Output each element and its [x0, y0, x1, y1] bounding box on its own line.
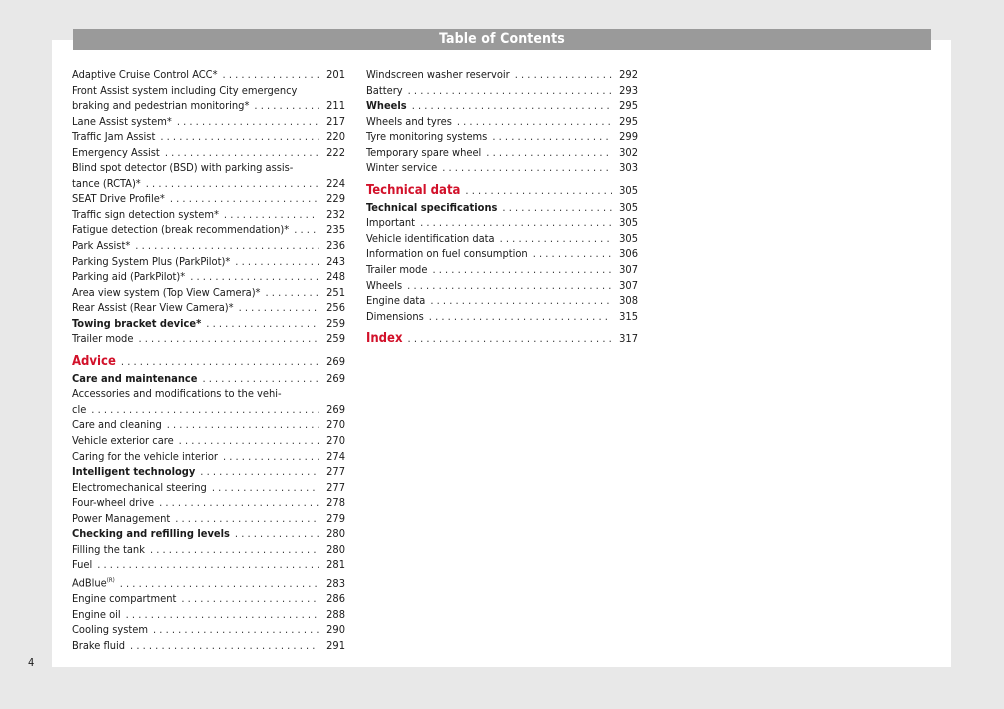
- toc-page-number: 217: [326, 114, 345, 128]
- dot-leader: [223, 67, 319, 83]
- toc-page-number: 317: [619, 332, 638, 346]
- toc-entry[interactable]: [366, 67, 638, 83]
- toc-entry[interactable]: [72, 622, 345, 638]
- toc-entry[interactable]: [72, 331, 345, 347]
- dot-leader: [432, 262, 612, 278]
- toc-entry-title: Vehicle identification data: [366, 231, 495, 245]
- toc-entry-title: Wheels: [366, 99, 407, 113]
- dot-leader: [408, 83, 612, 99]
- toc-entry-title: SEAT Drive Profile*: [72, 192, 165, 206]
- dot-leader: [223, 449, 319, 465]
- toc-page-number: 292: [619, 68, 638, 81]
- toc-page-number: 274: [326, 449, 345, 463]
- dot-leader: [179, 433, 319, 449]
- toc-entry[interactable]: [366, 231, 638, 247]
- toc-entry-title: Fuel: [72, 558, 93, 572]
- toc-entry[interactable]: [72, 607, 345, 623]
- toc-entry-title: Fatigue detection (break recommendation)*: [72, 223, 290, 237]
- dot-leader: [492, 129, 612, 145]
- toc-entry-title: Important: [366, 216, 416, 230]
- dot-leader: [294, 222, 319, 238]
- toc-entry[interactable]: [72, 222, 345, 238]
- dot-leader: [420, 215, 612, 231]
- toc-entry[interactable]: [366, 160, 638, 176]
- toc-entry-title: Advice: [72, 353, 116, 369]
- toc-entry-title: Trailer mode: [72, 332, 134, 346]
- toc-page-number: 243: [326, 254, 345, 268]
- dot-leader: [150, 542, 319, 558]
- toc-entry[interactable]: [72, 269, 345, 285]
- toc-entry[interactable]: [72, 542, 345, 558]
- toc-entry[interactable]: [366, 200, 638, 216]
- toc-entry[interactable]: [72, 160, 345, 191]
- toc-page-number: 315: [619, 309, 638, 323]
- toc-entry[interactable]: [72, 371, 345, 387]
- toc-page-number: 269: [326, 402, 345, 416]
- toc-entry[interactable]: [72, 207, 345, 223]
- toc-page-number: 305: [619, 231, 638, 245]
- toc-page-number: 280: [326, 542, 345, 556]
- toc-entry[interactable]: [72, 480, 345, 496]
- toc-page-number: 307: [619, 263, 638, 277]
- toc-page-number: 307: [619, 278, 638, 292]
- toc-page-number: 279: [326, 511, 345, 525]
- toc-entry-title: Area view system (Top View Camera)*: [72, 285, 261, 299]
- dot-leader: [135, 238, 319, 254]
- toc-entry-title: Emergency Assist: [72, 145, 160, 159]
- dot-leader: [97, 557, 319, 573]
- toc-entry-title: Wheels and tyres: [366, 114, 452, 128]
- dot-leader: [442, 160, 612, 176]
- toc-entry[interactable]: [72, 386, 345, 417]
- toc-entry-title: cle: [72, 402, 87, 416]
- toc-entry-title: Adaptive Cruise Control ACC*: [72, 68, 218, 81]
- toc-entry-title: Traffic Jam Assist: [72, 130, 156, 144]
- dot-leader: [430, 293, 612, 309]
- toc-page-number: 220: [326, 130, 345, 144]
- toc-entry-title: Information on fuel consumption: [366, 247, 528, 261]
- toc-entry-title: Engine oil: [72, 607, 121, 621]
- toc-entry-title: Vehicle exterior care: [72, 434, 174, 448]
- toc-entry[interactable]: [72, 145, 345, 161]
- toc-entry-title: Windscreen washer reservoir: [366, 68, 510, 81]
- toc-entry[interactable]: [72, 417, 345, 433]
- toc-left-column: [72, 67, 345, 653]
- toc-section-entry[interactable]: [366, 182, 638, 199]
- toc-page-number: 291: [326, 638, 345, 652]
- toc-entry-title: Temporary spare wheel: [366, 145, 482, 159]
- toc-entry[interactable]: [366, 215, 638, 231]
- dot-leader: [408, 330, 612, 347]
- dot-leader: [502, 200, 612, 216]
- dot-leader: [500, 231, 612, 247]
- dot-leader: [235, 526, 319, 542]
- toc-page-number: 211: [326, 99, 345, 113]
- toc-entry[interactable]: [72, 638, 345, 654]
- toc-page-number: 232: [326, 207, 345, 221]
- toc-page-number: 302: [619, 145, 638, 159]
- toc-page-number: 256: [326, 301, 345, 315]
- toc-page-number: 229: [326, 192, 345, 206]
- toc-page-number: 299: [619, 130, 638, 144]
- page-title: Table of Contents: [439, 31, 565, 47]
- dot-leader: [254, 98, 319, 114]
- toc-page-number: 306: [619, 247, 638, 261]
- toc-page-number: 288: [326, 607, 345, 621]
- toc-page-number: 281: [326, 558, 345, 572]
- dot-leader: [407, 278, 612, 294]
- toc-entry-title: Front Assist system including City emergency: [72, 83, 298, 97]
- toc-entry[interactable]: [366, 83, 638, 99]
- toc-entry[interactable]: [366, 293, 638, 309]
- dot-leader: [170, 191, 319, 207]
- toc-entry[interactable]: [72, 83, 345, 114]
- toc-page-number: 201: [326, 68, 345, 81]
- toc-right-column: [366, 67, 638, 348]
- toc-entry-title: Care and maintenance: [72, 371, 198, 385]
- toc-page-number: 295: [619, 114, 638, 128]
- toc-page-number: 308: [619, 294, 638, 308]
- toc-entry[interactable]: [72, 67, 345, 83]
- dot-leader: [126, 607, 319, 623]
- toc-page-number: 305: [619, 216, 638, 230]
- toc-page-number: 290: [326, 623, 345, 637]
- toc-entry-title: Traffic sign detection system*: [72, 207, 219, 221]
- toc-entry[interactable]: [72, 464, 345, 480]
- toc-entry[interactable]: [72, 129, 345, 145]
- toc-entry-title: Tyre monitoring systems: [366, 130, 488, 144]
- toc-entry[interactable]: [366, 98, 638, 114]
- toc-entry-title: Lane Assist system*: [72, 114, 172, 128]
- toc-entry[interactable]: [72, 573, 345, 591]
- dot-leader: [465, 182, 612, 199]
- toc-entry-title: Dimensions: [366, 309, 424, 323]
- toc-entry[interactable]: [72, 114, 345, 130]
- toc-entry-title: Cooling system: [72, 623, 148, 637]
- toc-page-number: 278: [326, 496, 345, 510]
- toc-entry[interactable]: [72, 316, 345, 332]
- toc-entry[interactable]: [366, 129, 638, 145]
- toc-entry-title: tance (RCTA)*: [72, 176, 141, 190]
- toc-entry-title: Winter service: [366, 161, 438, 175]
- dot-leader: [160, 129, 319, 145]
- toc-page-number: 286: [326, 592, 345, 606]
- toc-entry[interactable]: [366, 278, 638, 294]
- toc-entry[interactable]: [72, 495, 345, 511]
- toc-page-number: 248: [326, 270, 345, 284]
- toc-page-number: 293: [619, 83, 638, 97]
- toc-page-number: 222: [326, 145, 345, 159]
- dot-leader: [533, 246, 612, 262]
- toc-page-number: 224: [326, 176, 345, 190]
- toc-entry-title: Technical specifications: [366, 200, 498, 214]
- dot-leader: [239, 300, 319, 316]
- toc-entry[interactable]: [366, 114, 638, 130]
- toc-entry-title: Battery: [366, 83, 403, 97]
- toc-entry[interactable]: [72, 511, 345, 527]
- dot-leader: [159, 495, 319, 511]
- dot-leader: [235, 254, 319, 270]
- toc-page-number: 259: [326, 316, 345, 330]
- toc-page-number: 305: [619, 183, 638, 197]
- toc-entry-title: Checking and refilling levels: [72, 527, 230, 541]
- toc-page-number: 277: [326, 480, 345, 494]
- toc-page-number: 235: [326, 223, 345, 237]
- dot-leader: [177, 114, 319, 130]
- toc-page-number: 280: [326, 527, 345, 541]
- toc-entry-title: Engine data: [366, 294, 426, 308]
- toc-entry-title: Park Assist*: [72, 239, 131, 253]
- toc-page-number: 277: [326, 465, 345, 479]
- toc-entry[interactable]: [72, 238, 345, 254]
- dot-leader: [457, 114, 612, 130]
- toc-entry[interactable]: [366, 246, 638, 262]
- dot-leader: [175, 511, 319, 527]
- dot-leader: [120, 576, 319, 592]
- toc-entry-title: Parking aid (ParkPilot)*: [72, 270, 186, 284]
- dot-leader: [153, 622, 319, 638]
- toc-entry-title: Rear Assist (Rear View Camera)*: [72, 301, 234, 315]
- toc-entry-title: Blind spot detector (BSD) with parking assis-: [72, 161, 294, 175]
- toc-entry[interactable]: [72, 557, 345, 573]
- toc-page-number: 303: [619, 161, 638, 175]
- toc-entry[interactable]: [366, 145, 638, 161]
- toc-page-number: 305: [619, 200, 638, 214]
- dot-leader: [206, 316, 319, 332]
- dot-leader: [91, 402, 319, 418]
- toc-page-number: 270: [326, 434, 345, 448]
- dot-leader: [515, 67, 612, 83]
- toc-entry[interactable]: [72, 285, 345, 301]
- toc-page-number: 270: [326, 418, 345, 432]
- toc-page-number: 269: [326, 371, 345, 385]
- toc-entry-title: Towing bracket device*: [72, 316, 202, 330]
- toc-entry-title: Trailer mode: [366, 263, 428, 277]
- dot-leader: [190, 269, 319, 285]
- toc-entry[interactable]: [72, 191, 345, 207]
- dot-leader: [200, 464, 319, 480]
- toc-entry[interactable]: [366, 309, 638, 325]
- toc-entry-title: braking and pedestrian monitoring*: [72, 99, 250, 113]
- dot-leader: [486, 145, 612, 161]
- toc-page-number: 283: [326, 576, 345, 590]
- dot-leader: [266, 285, 319, 301]
- toc-entry[interactable]: [72, 433, 345, 449]
- toc-entry-title: Filling the tank: [72, 542, 145, 556]
- toc-entry-title: Electromechanical steering: [72, 480, 207, 494]
- toc-entry-title: Four-wheel drive: [72, 496, 155, 510]
- dot-leader: [146, 176, 319, 192]
- toc-entry-title: Technical data: [366, 182, 461, 198]
- toc-page-number: 269: [326, 354, 345, 368]
- header-bar: [73, 29, 931, 50]
- toc-entry-title: Accessories and modifications to the vehi-: [72, 387, 282, 401]
- toc-entry-title: Brake fluid: [72, 638, 126, 652]
- toc-page-number: 251: [326, 285, 345, 299]
- toc-section-entry[interactable]: [72, 353, 345, 370]
- dot-leader: [130, 638, 319, 654]
- toc-page-number: 259: [326, 332, 345, 346]
- toc-entry-title: AdBlue$^{(R)}$: [72, 576, 115, 590]
- dot-leader: [412, 98, 612, 114]
- toc-entry[interactable]: [72, 449, 345, 465]
- dot-leader: [165, 145, 319, 161]
- toc-page-number: 236: [326, 239, 345, 253]
- toc-entry[interactable]: [72, 591, 345, 607]
- dot-leader: [224, 207, 319, 223]
- dot-leader: [181, 591, 319, 607]
- dot-leader: [202, 371, 319, 387]
- dot-leader: [167, 417, 319, 433]
- dot-leader: [212, 480, 319, 496]
- toc-entry-title: Parking System Plus (ParkPilot)*: [72, 254, 231, 268]
- toc-entry-title: Index: [366, 331, 403, 347]
- toc-entry-title: Caring for the vehicle interior: [72, 449, 218, 463]
- toc-entry[interactable]: [72, 300, 345, 316]
- toc-entry-title: Power Management: [72, 511, 171, 525]
- toc-entry-title: Wheels: [366, 278, 403, 292]
- dot-leader: [429, 309, 612, 325]
- toc-entry[interactable]: [72, 526, 345, 542]
- toc-entry[interactable]: [72, 254, 345, 270]
- toc-entry-title: Engine compartment: [72, 592, 177, 606]
- toc-section-entry[interactable]: [366, 330, 638, 347]
- toc-page-number: 295: [619, 99, 638, 113]
- dot-leader: [121, 353, 319, 370]
- page-number: 4: [28, 656, 35, 669]
- toc-entry-title: Intelligent technology: [72, 465, 196, 479]
- toc-entry[interactable]: [366, 262, 638, 278]
- dot-leader: [138, 331, 319, 347]
- registered-mark: (R): [106, 576, 115, 584]
- toc-entry-title: Care and cleaning: [72, 418, 162, 432]
